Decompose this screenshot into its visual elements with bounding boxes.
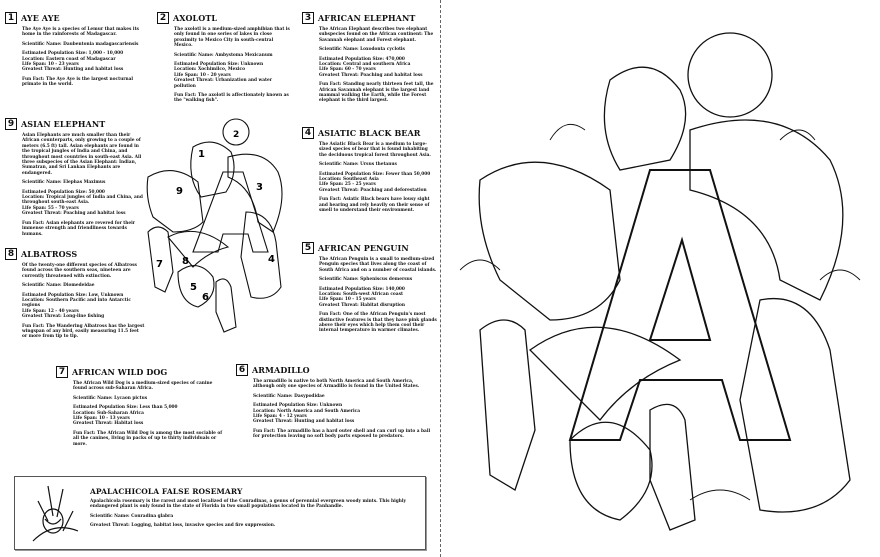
greatest-threat: Greatest Threat: Hunting and habitat loss bbox=[22, 67, 124, 73]
section-title: AFRICAN WILD DOG bbox=[72, 367, 168, 377]
sun-with-axolotl bbox=[688, 33, 772, 117]
population: Estimated Population Size: Fewer than 50,000 bbox=[319, 171, 431, 177]
life-span: Life Span: 10 - 15 years bbox=[319, 297, 376, 303]
asian-elephant bbox=[479, 162, 620, 320]
section-number: 2 bbox=[157, 12, 169, 24]
description: The armadillo is native to both North America and South America, although only one species of Armadillo is found in the United States. bbox=[253, 379, 420, 390]
description: The Aye Aye is a species of Lemur that makes its home in the rainforests of Madagascar. bbox=[22, 27, 139, 38]
fun-fact: Fun Fact: Standing nearly thirteen feet tall, the African Savannah elephant is the largest land mammal walking the Earth, while the Forest elephant is the third largest. bbox=[319, 82, 434, 104]
section-title: AYE AYE bbox=[21, 13, 60, 23]
section-header bbox=[302, 12, 437, 24]
plant-greatest-threat: Greatest Threat: Logging, habitat loss, invasive species and fire suppression. bbox=[90, 523, 276, 529]
section-title: ASIATIC BLACK BEAR bbox=[318, 128, 421, 138]
location: Location: Central and southern Africa bbox=[319, 62, 411, 68]
description: The African Elephant describes two elephant subspecies found on the African continent: The Savannah elephant and Forest elephant. bbox=[319, 27, 434, 43]
fun-fact: Fun Fact: The armadillo has a hard outer shell and can curl up into a ball for protection leaving no soft body parts exposed to predators. bbox=[253, 428, 431, 440]
bear bbox=[740, 299, 850, 512]
section-header bbox=[302, 127, 437, 139]
life-span: Life Span: 10 - 20 years bbox=[174, 72, 231, 78]
description: The Asiatic Black Bear is a medium to large-sized species of bear that is found inhabiting the deciduous tropical forest throughout Asia. bbox=[319, 142, 431, 158]
life-span: Life Span: 4 - 12 years bbox=[253, 414, 307, 420]
greatest-threat: Greatest Threat: Long-line fishing bbox=[22, 314, 105, 320]
scientific-name: Scientific Name: Ursus thetanus bbox=[319, 162, 397, 168]
scientific-name: Scientific Name: Daubentonia madagascariensis bbox=[22, 41, 139, 47]
key-outline-bear bbox=[241, 212, 281, 298]
section-header bbox=[5, 248, 145, 260]
population: Estimated Population Size: 1,000 - 10,000 bbox=[22, 51, 124, 57]
section-header bbox=[56, 366, 226, 378]
plant-description: Apalachicola rosemary is the rarest and most localized of the Conradinas, a genus of perennial evergreen woody mints. This highly endangered plant is only found in the state of Florida in two small populations located in the Panhandle. bbox=[90, 499, 407, 510]
section-aye-aye bbox=[5, 12, 145, 92]
location: Location: Sub-Saharan Africa bbox=[73, 410, 144, 416]
greatest-threat: Greatest Threat: Hunting and habitat loss bbox=[253, 419, 355, 425]
fun-fact: Fun Fact: The axolotl is affectionately known as the "walking fish". bbox=[174, 93, 289, 104]
section-number: 1 bbox=[5, 12, 17, 24]
section-header bbox=[5, 12, 145, 24]
greatest-threat: Greatest Threat: Poaching and deforestation bbox=[319, 187, 427, 193]
scientific-name: Scientific Name: Dasypodidae bbox=[253, 393, 325, 399]
location: Location: South-west African coast bbox=[319, 292, 403, 298]
section-african-wild-dog bbox=[56, 366, 226, 451]
section-header bbox=[157, 12, 292, 24]
section-asiatic-black-bear bbox=[302, 127, 437, 217]
life-span: Life Span: 55 - 70 years bbox=[22, 205, 79, 211]
section-number: 3 bbox=[302, 12, 314, 24]
section-asian-elephant bbox=[5, 118, 147, 241]
section-number: 9 bbox=[5, 118, 17, 130]
greatest-threat: Greatest Threat: Habitat loss bbox=[73, 421, 144, 427]
population: Estimated Population Size: Less than 5,000 bbox=[73, 405, 178, 411]
plant-scientific-name: Scientific Name: Conradina glabra bbox=[90, 513, 174, 519]
section-number: 7 bbox=[56, 366, 68, 378]
section-title: ARMADILLO bbox=[252, 365, 310, 375]
life-span: Life Span: 12 - 40 years bbox=[22, 308, 79, 314]
section-header bbox=[302, 242, 437, 254]
scientific-name: Scientific Name: Ambystoma Mexicanum bbox=[174, 52, 273, 58]
population: Estimated Population Size: 50,000 bbox=[22, 189, 105, 195]
description: Of the twenty-one different species of Albatross found across the southern seas, nineteen are currently threatened with extinction. bbox=[22, 263, 137, 279]
key-label-7: 7 bbox=[156, 259, 163, 270]
plant-info-box bbox=[14, 476, 426, 550]
fun-fact: Fun Fact: One of the African Penguin's most distinctive features is that they have pink glands above their eyes which help them cool their internal temperature in warmer climates. bbox=[319, 312, 437, 334]
location: Location: Southern Pacific and into Antarctic regions bbox=[22, 298, 132, 309]
key-label-6: 6 bbox=[202, 292, 209, 303]
description: Asian Elephants are much smaller than their African counterparts, only growing to a couple of meters (6.5 ft) tall. Asian elephants are found in the tropical jungles of India and China, and throughout most countries in south-east Asia. All three subspecies of the Asian Elephant: Indian, Sumatran, and Sri Lankan Elephants are endangered. bbox=[22, 133, 142, 176]
life-span: Life Span: 25 - 25 years bbox=[319, 182, 376, 188]
foliage bbox=[460, 124, 860, 500]
description: The axolotl is a medium-sized amphibian that is only found in one series of lakes in close proximity to Mexico City in south-central Mexico. bbox=[174, 27, 290, 49]
population: Estimated Population Size: 140,000 bbox=[319, 286, 405, 292]
greatest-threat: Greatest Threat: Poaching and habitat loss bbox=[319, 72, 423, 78]
key-label-3: 3 bbox=[256, 182, 263, 193]
section-albatross bbox=[5, 248, 145, 344]
section-axolotl bbox=[157, 12, 292, 108]
wild-dog bbox=[480, 320, 535, 490]
key-outline-asian-elephant bbox=[147, 171, 203, 232]
section-title: AXOLOTL bbox=[173, 13, 218, 23]
section-header bbox=[236, 364, 436, 376]
aye-aye bbox=[604, 67, 685, 170]
fun-fact: Fun Fact: The Aye Aye is the largest nocturnal primate in the world. bbox=[22, 76, 134, 88]
section-african-penguin bbox=[302, 242, 437, 338]
animal-key-diagram bbox=[138, 112, 298, 352]
key-outline-african-elephant bbox=[228, 154, 282, 232]
fun-fact: Fun Fact: Asian elephants are revered for their immense strength and friendliness towards humans. bbox=[22, 220, 136, 237]
section-title: AFRICAN ELEPHANT bbox=[318, 13, 416, 23]
section-african-elephant bbox=[302, 12, 437, 108]
key-outline-penguin bbox=[216, 279, 236, 332]
rosemary-illustration bbox=[23, 481, 83, 545]
section-number: 6 bbox=[236, 364, 248, 376]
section-title: ALBATROSS bbox=[21, 249, 78, 259]
greatest-threat: Greatest Threat: Habitat disruption bbox=[319, 302, 406, 308]
section-number: 8 bbox=[5, 248, 17, 260]
page-fold-divider bbox=[440, 0, 441, 557]
fun-fact: Fun Fact: Asiatic Black bears have lousy sight and hearing and rely heavily on their sense of smell to understand their environment. bbox=[319, 197, 430, 214]
letter-a bbox=[570, 170, 790, 440]
population: Estimated Population Size: Low, Unknown bbox=[22, 292, 124, 298]
penguin bbox=[650, 404, 695, 530]
plant-title: APALACHICOLA FALSE ROSEMARY bbox=[90, 487, 243, 496]
location: Location: Eastern coast of Madagascar bbox=[22, 56, 116, 62]
fun-fact: Fun Fact: The Wandering Albatross has the largest wingspan of any bird, easily measuring 11.5 feet or more from tip to tip. bbox=[22, 323, 145, 340]
scientific-name: Scientific Name: Elephas Maximus bbox=[22, 180, 106, 186]
life-span: Life Span: 60 - 70 years bbox=[319, 67, 376, 73]
location: Location: Southeast Asia bbox=[319, 177, 379, 183]
description: The African Wild Dog is a medium-sized species of canine found across sub-Saharan Africa. bbox=[73, 381, 213, 392]
key-label-8: 8 bbox=[182, 256, 189, 267]
life-span: Life Span: 10 - 13 years bbox=[73, 416, 130, 422]
key-label-4: 4 bbox=[268, 254, 275, 265]
location: Location: North America and South America bbox=[253, 408, 361, 414]
location: Location: Tropical jungles of India and China, and throughout south-east Asia. bbox=[22, 195, 143, 206]
key-label-2: 2 bbox=[233, 130, 240, 140]
section-number: 4 bbox=[302, 127, 314, 139]
coloring-illustration bbox=[460, 20, 870, 550]
key-label-9: 9 bbox=[176, 186, 183, 197]
population: Estimated Population Size: Unknown bbox=[253, 403, 343, 409]
section-title: AFRICAN PENGUIN bbox=[318, 243, 409, 253]
section-armadillo bbox=[236, 364, 436, 444]
scientific-name: Scientific Name: Lycaon pictus bbox=[73, 395, 148, 401]
greatest-threat: Greatest Threat: Poaching and habitat loss bbox=[22, 211, 126, 217]
scientific-name: Scientific Name: Spheniscus demersus bbox=[319, 277, 413, 283]
population: Estimated Population Size: Unknown bbox=[174, 62, 264, 68]
scientific-name: Scientific Name: Diomedeidae bbox=[22, 283, 95, 289]
population: Estimated Population Size: 470,000 bbox=[319, 56, 405, 62]
key-label-1: 1 bbox=[198, 149, 205, 160]
fun-fact: Fun Fact: The African Wild Dog is among the most sociable of all the canines, living in packs of up to thirty individuals or more. bbox=[73, 430, 223, 447]
description: The African Penguin is a small to medium-sized Penguin species that lives along the coast of South Africa and on a number of coastal islands. bbox=[319, 257, 437, 273]
section-header bbox=[5, 118, 147, 130]
section-number: 5 bbox=[302, 242, 314, 254]
life-span: Life Span: 10 - 23 years bbox=[22, 62, 79, 68]
key-label-5: 5 bbox=[190, 282, 197, 293]
scientific-name: Scientific Name: Loxodonta cyclotis bbox=[319, 47, 405, 53]
section-title: ASIAN ELEPHANT bbox=[21, 119, 106, 129]
location: Location: Xochimilco, Mexico bbox=[174, 67, 246, 73]
greatest-threat: Greatest Threat: Urbanization and water pollution bbox=[174, 78, 272, 89]
armadillo bbox=[570, 422, 652, 520]
african-elephant bbox=[690, 120, 843, 300]
